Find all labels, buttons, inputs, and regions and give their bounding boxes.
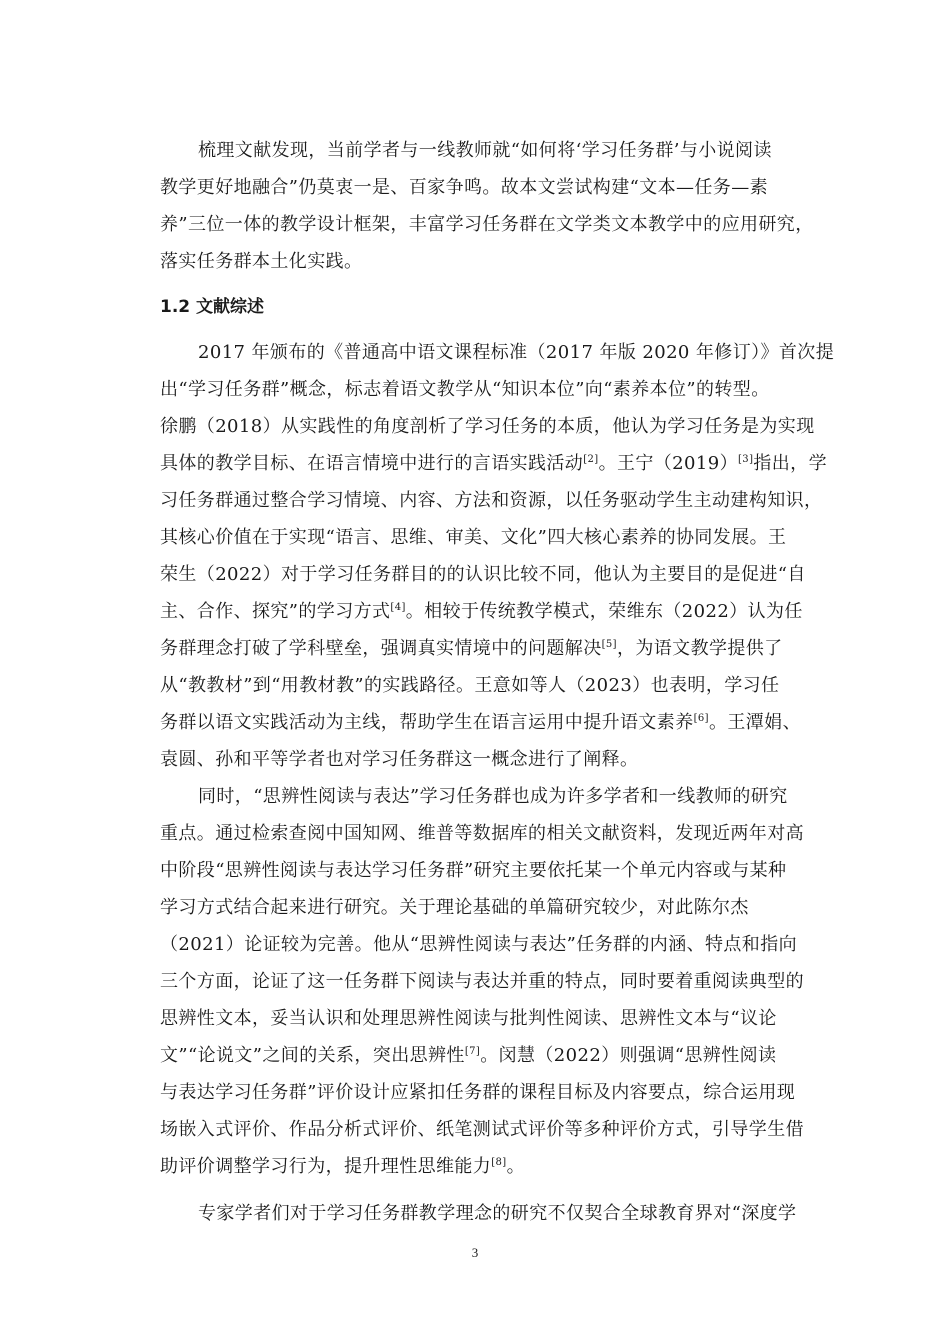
paragraph-3 [160, 778, 850, 1185]
citation-8: [8] [491, 1157, 507, 1168]
text-line [160, 556, 850, 593]
text-line [160, 593, 850, 630]
text-line: 养”三位一体的教学设计框架，丰富学习任务群在文学类文本教学中的应用研究， [160, 214, 814, 235]
paragraph-1 [160, 132, 850, 280]
line-text: 学习方式结合起来进行研究。关于理论基础的单篇研究较少，对此陈尔杰 [160, 897, 749, 918]
line-text: 务群以语文实践活动为主线，帮助学生在语言运用中提升语文素养 [160, 712, 694, 733]
line-text: 。王宁（2019） [598, 453, 738, 474]
text-line: 落实任务群本土化实践。 [160, 251, 363, 272]
line-text: 主、合作、探究”的学习方式 [160, 601, 391, 622]
line-text: ，为语文教学提供了 [616, 638, 783, 659]
text-line [160, 1000, 850, 1037]
paragraph-4 [160, 1195, 850, 1232]
line-text: 务群理念打破了学科壁垒，强调真实情境中的问题解决 [160, 638, 602, 659]
line-text: 助评价调整学习行为，提升理性思维能力 [160, 1156, 492, 1177]
citation-6: [6] [693, 713, 709, 724]
text-line [160, 778, 850, 815]
text-line [160, 704, 850, 741]
text-line [160, 1074, 850, 1111]
text-line [160, 926, 850, 963]
citation-3: [3] [738, 454, 754, 465]
text-line [160, 815, 850, 852]
text-line [160, 630, 850, 667]
citation-2: [2] [583, 454, 599, 465]
text-line: 教学更好地融合”仍莫衷一是、百家争鸣。故本文尝试构建“文本—任务—素 [160, 177, 769, 198]
line-text: 习任务群通过整合学习情境、内容、方法和资源，以任务驱动学生主动建构知识， [160, 490, 823, 511]
text-line [160, 408, 850, 445]
citation-4: [4] [390, 602, 406, 613]
line-text: 。相较于传统教学模式，荣维东（2022）认为任 [405, 601, 803, 622]
text-line [160, 1037, 850, 1074]
line-text: 具体的教学目标、在语言情境中进行的言语实践活动 [160, 453, 584, 474]
line-text: 同时，“思辨性阅读与表达”学习任务群也成为许多学者和一线教师的研究 [198, 786, 788, 807]
line-text: 指出，学 [753, 453, 827, 474]
text-line [160, 445, 850, 482]
line-text: 荣生（2022）对于学习任务群目的的认识比较不同，他认为主要目的是促进“自 [160, 564, 806, 585]
line-text: 2017 年颁布的《普通高中语文课程标准（2017 年版 2020 年修订）》首次提 [198, 342, 835, 363]
text-line: 专家学者们对于学习任务群教学理念的研究不仅契合全球教育界对“深度学 [198, 1203, 797, 1224]
line-text: 三个方面，论证了这一任务群下阅读与表达并重的特点，同时要着重阅读典型的 [160, 971, 804, 992]
page-number: 3 [471, 1245, 479, 1260]
line-text: 中阶段“思辨性阅读与表达学习任务群”研究主要依托某一个单元内容或与某种 [160, 860, 787, 881]
line-text: 。闵慧（2022）则强调“思辨性阅读 [480, 1045, 777, 1066]
text-line: 梳理文献发现，当前学者与一线教师就“如何将‘学习任务群’与小说阅读 [198, 140, 772, 161]
line-text: 从“教教材”到“用教材教”的实践路径。王意如等人（2023）也表明，学习任 [160, 675, 780, 696]
citation-7: [7] [464, 1046, 481, 1057]
line-text: 与表达学习任务群”评价设计应紧扣任务群的课程目标及内容要点，综合运用现 [160, 1082, 796, 1103]
text-line [160, 889, 850, 926]
text-line [160, 667, 850, 704]
line-text: 袁圆、孙和平等学者也对学习任务群这一概念进行了阐释。 [160, 749, 639, 770]
text-line [160, 482, 850, 519]
text-line [160, 1111, 850, 1148]
document-body [160, 132, 850, 1232]
text-line [160, 852, 850, 889]
text-line [160, 371, 850, 408]
line-text: 徐鹏（2018）从实践性的角度剖析了学习任务的本质，他认为学习任务是为实现 [160, 416, 815, 437]
text-line [160, 741, 850, 778]
line-text: 思辨性文本，妥当认识和处理思辨性阅读与批判性阅读、思辨性文本与“议论 [160, 1008, 777, 1029]
line-text: 文”“论说文”之间的关系，突出思辨性 [160, 1045, 465, 1066]
section-heading: 1.2 文献综述 [160, 297, 265, 317]
line-text: 其核心价值在于实现“语言、思维、审美、文化”四大核心素养的协同发展。王 [160, 527, 787, 548]
line-text: （2021）论证较为完善。他从“思辨性阅读与表达”任务群的内涵、特点和指向 [160, 934, 798, 955]
text-line [160, 1148, 850, 1185]
line-text: 。 [506, 1156, 525, 1177]
paragraph-2 [160, 334, 850, 778]
text-line [160, 963, 850, 1000]
line-text: 场嵌入式评价、作品分析式评价、纸笔测试式评价等多种评价方式，引导学生借 [160, 1119, 804, 1140]
citation-5: [5] [601, 639, 617, 650]
text-line [160, 334, 850, 371]
text-line [160, 519, 850, 556]
line-text: 出“学习任务群”概念，标志着语文教学从“知识本位”向“素养本位”的转型。 [160, 379, 770, 400]
line-text: 重点。通过检索查阅中国知网、维普等数据库的相关文献资料，发现近两年对高 [160, 823, 804, 844]
line-text: 。王潭娟、 [708, 712, 801, 733]
